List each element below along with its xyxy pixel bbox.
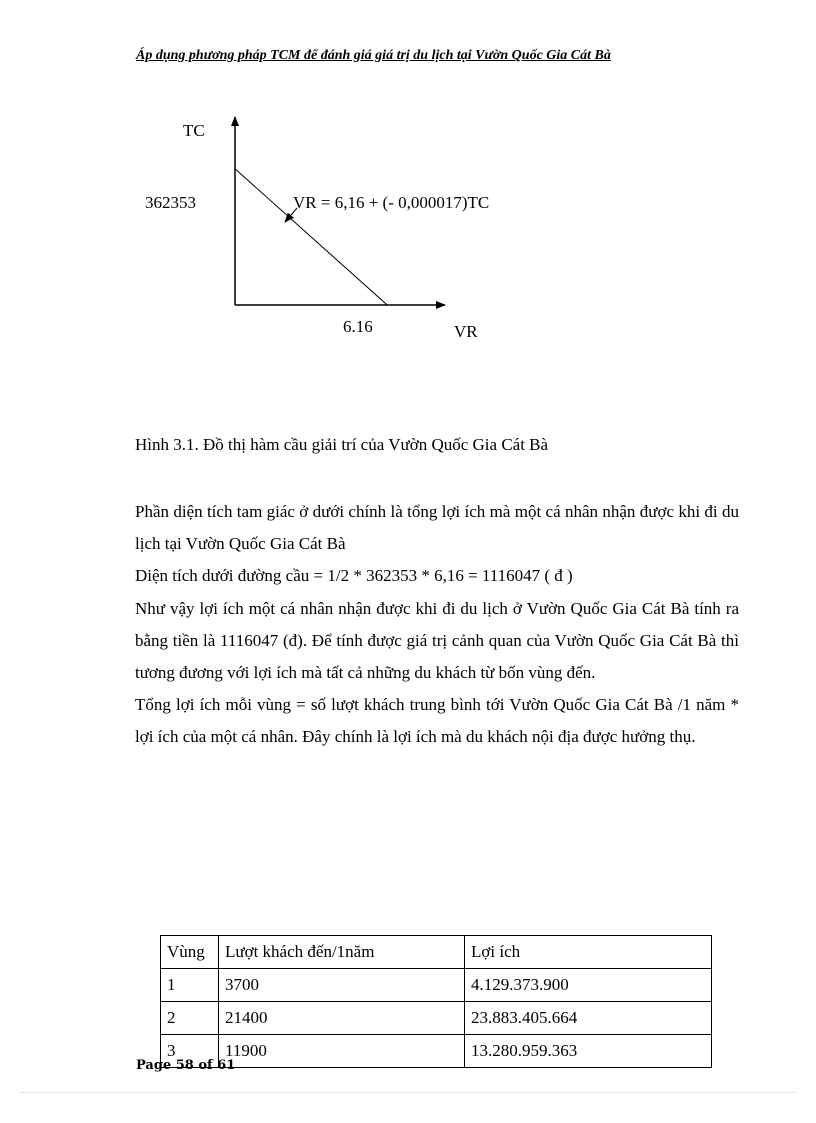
column-header-benefit: Lợi ích xyxy=(465,936,712,969)
paragraph: Phần diện tích tam giác ở dưới chính là tổng lợi ích mà một cá nhân nhận được khi đi du lịch tại Vườn Quốc Gia Cát Bà xyxy=(135,502,739,554)
benefit-table-wrapper xyxy=(160,935,712,1060)
table-cell: 13.280.959.363 xyxy=(465,1035,712,1068)
table-row xyxy=(161,1035,712,1068)
benefit-table xyxy=(160,935,712,1068)
paragraph: Diện tích dưới đường cầu = 1/2 * 362353 * 6,16 = 1116047 ( đ ) xyxy=(135,566,573,586)
table-cell: 2 xyxy=(161,1002,219,1035)
paragraph: Tổng lợi ích mỗi vùng = số lượt khách trung bình tới Vườn Quốc Gia Cát Bà /1 năm * lợi ích của một cá nhân. Đây chính là lợi ích mà du khách nội địa được hưởng thụ. xyxy=(135,695,739,747)
x-intercept-label: 6.16 xyxy=(343,317,373,336)
table-header-row xyxy=(161,936,712,969)
page-number: Page 58 of 61 xyxy=(136,1058,236,1073)
table-cell: 3700 xyxy=(219,969,465,1002)
page-bottom-rule xyxy=(20,1092,796,1093)
table-cell: 21400 xyxy=(219,1002,465,1035)
column-header-region: Vùng xyxy=(161,936,219,969)
body-text xyxy=(135,496,739,754)
table-cell: 3 xyxy=(161,1035,219,1068)
table-cell: 4.129.373.900 xyxy=(465,969,712,1002)
x-axis-label: VR xyxy=(454,322,478,341)
y-intercept-label: 362353 xyxy=(145,193,196,212)
y-axis-label: TC xyxy=(183,121,205,140)
equation-label: VR = 6,16 + (- 0,000017)TC xyxy=(293,193,490,212)
demand-graph-svg xyxy=(140,105,540,350)
demand-graph xyxy=(140,105,540,350)
figure-caption: Hình 3.1. Đồ thị hàm cầu giải trí của Vườn Quốc Gia Cát Bà xyxy=(135,435,549,454)
table-row xyxy=(161,969,712,1002)
table-cell: 23.883.405.664 xyxy=(465,1002,712,1035)
table-row xyxy=(161,1002,712,1035)
table-cell: 11900 xyxy=(219,1035,465,1068)
page-header: Áp dụng phương pháp TCM để đánh giá giá trị du lịch tại Vườn Quốc Gia Cát Bà xyxy=(136,48,611,63)
column-header-visitors: Lượt khách đến/1năm xyxy=(219,936,465,969)
table-cell: 1 xyxy=(161,969,219,1002)
demand-curve xyxy=(235,169,387,305)
paragraph: Như vậy lợi ích một cá nhân nhận được khi đi du lịch ở Vườn Quốc Gia Cát Bà tính ra bằng tiền là 1116047 (đ). Để tính được giá trị cảnh quan của Vườn Quốc Gia Cát Bà thì tương đương với lợi ích mà tất cả những du khách từ bốn vùng đến. xyxy=(135,598,739,683)
